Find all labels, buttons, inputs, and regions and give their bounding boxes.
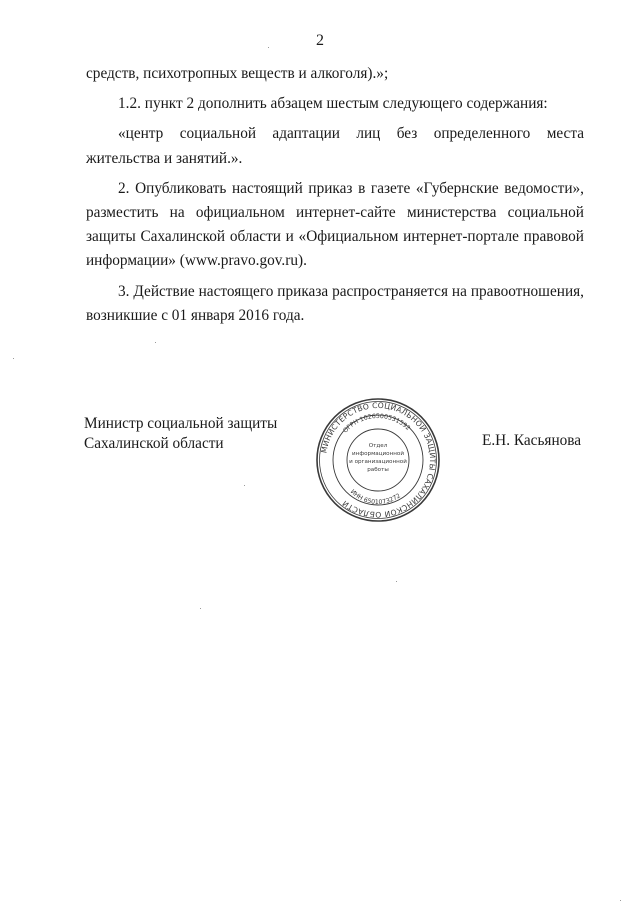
paragraph-continuation: средств, психотропных веществ и алкоголя).»; xyxy=(86,65,389,82)
signer-name: Е.Н. Касьянова xyxy=(482,432,582,449)
signer-title xyxy=(84,414,277,454)
scan-speck xyxy=(268,47,269,48)
document-body xyxy=(86,62,584,328)
scan-speck xyxy=(13,358,14,359)
scan-speck xyxy=(396,581,397,582)
stamp-seal-icon xyxy=(314,396,442,524)
stamp-center-line1: Отдел xyxy=(368,443,388,449)
scan-speck xyxy=(200,608,201,609)
stamp-center-line4: работы xyxy=(367,467,389,473)
scan-speck xyxy=(244,485,245,486)
stamp-center-line2: информационной xyxy=(352,451,404,457)
stamp-center-line3: и организационной xyxy=(349,459,407,465)
page-number: 2 xyxy=(316,32,324,49)
stamp-outer-text: МИНИСТЕРСТВО СОЦИАЛЬНОЙ ЗАЩИТЫ САХАЛИНСКОЙ ОБЛАСТИ xyxy=(319,400,438,520)
stamp-ogrn: ОГРН 1026500531592 xyxy=(341,412,412,435)
paragraph-quote: «центр социальной адаптации лиц без определенного места жительства и занятий.». xyxy=(86,125,584,167)
signer-title-line1: Министр социальной защиты xyxy=(84,415,278,432)
paragraph-1-2: 1.2. пункт 2 дополнить абзацем шестым следующего содержания: xyxy=(118,95,548,113)
paragraph-2-publish: 2. Опубликовать настоящий приказ в газете «Губернские ведомости», разместить на официальном интернет-сайте министерства социальной защиты Сахалинской области и «Официальном интернет-портале правовой информации» (www.pravo.gov.ru). xyxy=(86,179,584,270)
scan-speck xyxy=(155,342,156,343)
scan-speck xyxy=(620,900,621,901)
paragraph-3-effect: 3. Действие настоящего приказа распространяется на правоотношения, возникшие с 01 января 2016 года. xyxy=(86,282,584,324)
official-stamp xyxy=(314,396,442,524)
signer-title-line2: Сахалинской области xyxy=(84,435,224,452)
stamp-inn: ИНН 6501073272 xyxy=(348,488,402,507)
